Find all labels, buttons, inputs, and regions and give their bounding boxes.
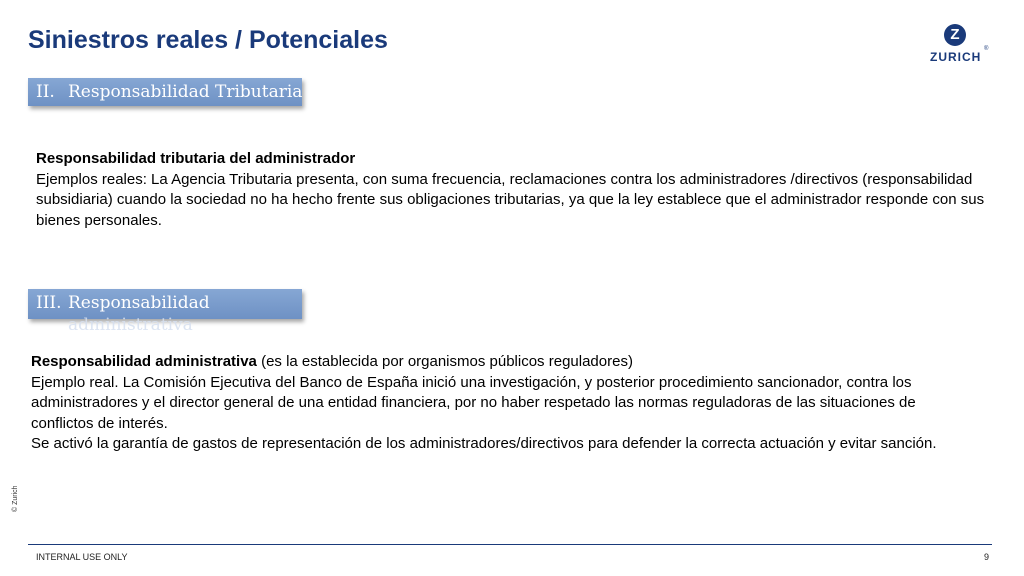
section-label-overflow: administrativa — [68, 315, 193, 335]
section-label: Responsabilidad Tributaria — [68, 82, 303, 102]
copyright-note: © Zurich — [12, 485, 19, 512]
section-body: Ejemplos reales: La Agencia Tributaria presenta, con suma frecuencia, reclamaciones contra los administradores /directivos (responsabilidad subsidiaria) cuando la sociedad no ha hecho frente sus obligaciones tributarias, ya que la ley establece que el administrador responde con sus bienes personales. — [36, 170, 985, 229]
section-number: III. — [36, 293, 62, 313]
section-text-administrativa — [31, 352, 981, 455]
section-tab-tributaria — [28, 78, 302, 106]
zurich-logo-text: ZURICH — [930, 50, 982, 64]
zurich-logo-icon: Z — [944, 24, 966, 46]
section-heading: Responsabilidad administrativa — [31, 353, 257, 370]
slide-title: Siniestros reales / Potenciales — [28, 26, 388, 54]
classification-label: INTERNAL USE ONLY — [36, 552, 128, 562]
section-number: II. — [36, 82, 55, 102]
section-label: Responsabilidad — [68, 293, 210, 313]
section-heading: Responsabilidad tributaria del administrador — [36, 150, 356, 167]
section-text-tributaria — [36, 149, 986, 231]
section-body-2: Se activó la garantía de gastos de representación de los administradores/directivos para defender la correcta actuación y evitar sanción. — [31, 435, 937, 452]
section-heading-line — [31, 352, 981, 373]
registered-mark: ® — [984, 46, 989, 52]
zurich-logo — [924, 24, 990, 68]
section-heading-suffix: (es la establecida por organismos públicos reguladores) — [256, 353, 633, 370]
section-body: Ejemplo real. La Comisión Ejecutiva del Banco de España inició una investigación, y posterior procedimiento sancionador, contra los administradores y el director general de una entidad financiera, por no haber respetado las normas reguladoras de las situaciones de conflictos de interés. — [31, 373, 916, 432]
footer-divider — [28, 544, 992, 545]
section-tab-administrativa — [28, 289, 302, 335]
page-number: 9 — [984, 552, 990, 562]
